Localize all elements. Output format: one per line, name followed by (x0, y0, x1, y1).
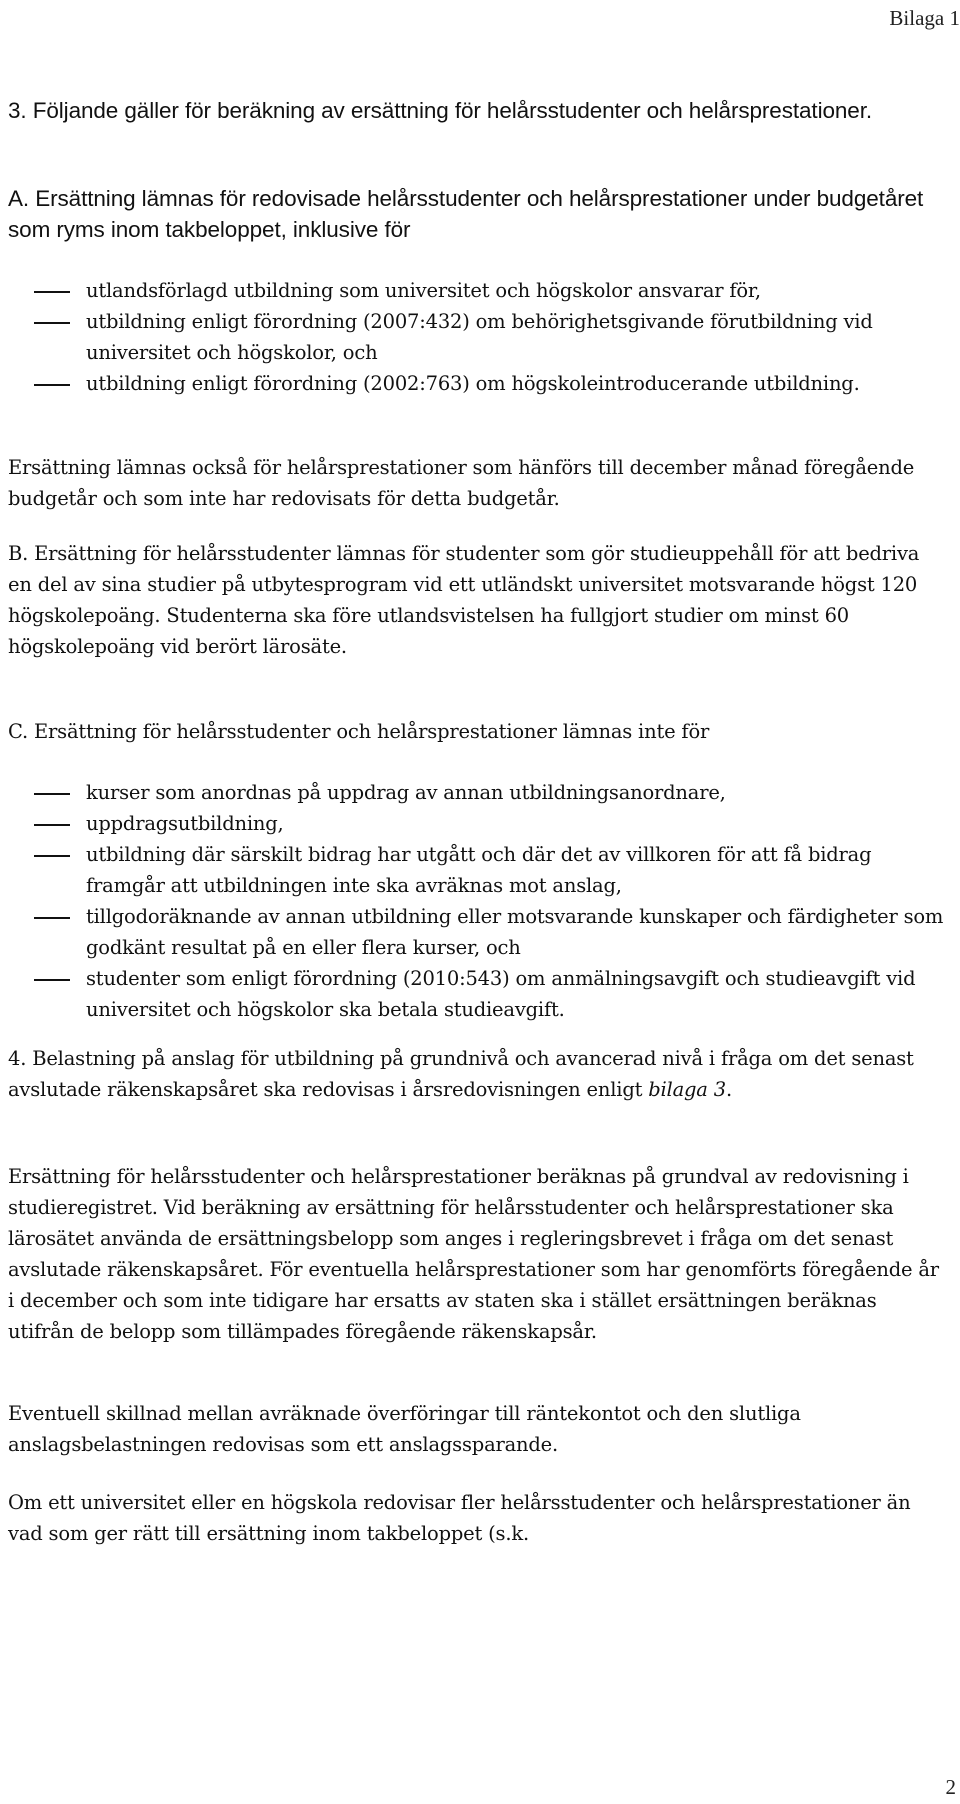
section-4-intro (8, 1043, 948, 1105)
section-3a-list (8, 275, 948, 399)
list-item-text: utbildning enligt förordning (2007:432) om behörighetsgivande förutbildning vid universitet och högskolor, och (86, 310, 873, 364)
page-number: 2 (945, 1775, 956, 1799)
list-item-text: studenter som enligt förordning (2010:543) om anmälningsavgift och studieavgift vid universitet och högskolor ska betala studieavgift. (86, 967, 916, 1021)
list-item (8, 901, 948, 963)
list-item-text: utbildning enligt förordning (2002:763) om högskoleintroducerande utbildning. (86, 372, 860, 395)
page-header-label: Bilaga 1 (889, 6, 960, 30)
list-item-text: utbildning där särskilt bidrag har utgått och där det av villkoren för att få bidrag framgår att utbildningen inte ska avräknas mot anslag, (86, 843, 872, 897)
list-item (8, 777, 948, 808)
appendix-reference: bilaga 3 (648, 1078, 726, 1101)
list-item-text: kurser som anordnas på uppdrag av annan utbildningsanordnare, (86, 781, 726, 804)
dash-bullet (34, 824, 70, 826)
calculation-paragraph: Ersättning för helårsstudenter och helårsprestationer beräknas på grundval av redovisning i studieregistret. Vid beräkning av ersättning för helårsstudenter och helårsprestationer ska lärosätet använda de ersättningsbelopp som anges i regleringsbrevet i fråga om det senast avslutade räkenskapsåret. För eventuella helårsprestationer som har genomförts föregående år i december och som inte tidigare har ersatts av staten ska i stället ersättningen beräknas utifrån de belopp som tillämpades föregående räkenskapsår. (8, 1165, 939, 1343)
list-item (8, 368, 948, 399)
dash-bullet (34, 855, 70, 857)
list-item (8, 306, 948, 368)
section-3c-intro: C. Ersättning för helårsstudenter och helårsprestationer lämnas inte för (8, 720, 710, 743)
section-3b-paragraph: B. Ersättning för helårsstudenter lämnas för studenter som gör studieuppehåll för att bedriva en del av sina studier på utbytesprogram vid ett utländskt universitet motsvarande högst 120 högskolepoäng. Studenterna ska före utlandsvistelsen ha fullgjort studier om minst 60 högskolepoäng vid berört lärosäte. (8, 542, 920, 658)
list-item-text: utlandsförlagd utbildning som universitet och högskolor ansvarar för, (86, 279, 761, 302)
section-4-intro-end: . (725, 1078, 732, 1101)
list-item (8, 839, 948, 901)
dash-bullet (34, 979, 70, 981)
dash-bullet (34, 917, 70, 919)
list-item-text: uppdragsutbildning, (86, 812, 284, 835)
section-3-intro: 3. Följande gäller för beräkning av ersättning för helårsstudenter och helårsprestationer. (8, 98, 873, 123)
dash-bullet (34, 322, 70, 324)
list-item (8, 275, 948, 306)
list-item-text: tillgodoräknande av annan utbildning eller motsvarande kunskaper och färdigheter som godkänt resultat på en eller flera kurser, och (86, 905, 944, 959)
difference-paragraph: Eventuell skillnad mellan avräknade överföringar till räntekontot och den slutliga anslagsbelastningen redovisas som ett anslagssparande. (8, 1402, 801, 1456)
section-3a-intro: A. Ersättning lämnas för redovisade helårsstudenter och helårsprestationer under budgetåret som ryms inom takbeloppet, inklusive för (8, 186, 924, 242)
section-3c-list (8, 777, 948, 1025)
dash-bullet (34, 291, 70, 293)
dash-bullet (34, 384, 70, 386)
list-item (8, 808, 948, 839)
dash-bullet (34, 793, 70, 795)
excess-paragraph: Om ett universitet eller en högskola redovisar fler helårsstudenter och helårsprestationer än vad som ger rätt till ersättning inom takbeloppet (s.k. (8, 1491, 911, 1545)
december-paragraph: Ersättning lämnas också för helårsprestationer som hänförs till december månad föregående budgetår och som inte har redovisats för detta budgetår. (8, 456, 915, 510)
section-4-intro-text: 4. Belastning på anslag för utbildning på grundnivå och avancerad nivå i fråga om det senast avslutade räkenskapsåret ska redovisas i årsredovisningen enligt (8, 1047, 914, 1101)
list-item (8, 963, 948, 1025)
